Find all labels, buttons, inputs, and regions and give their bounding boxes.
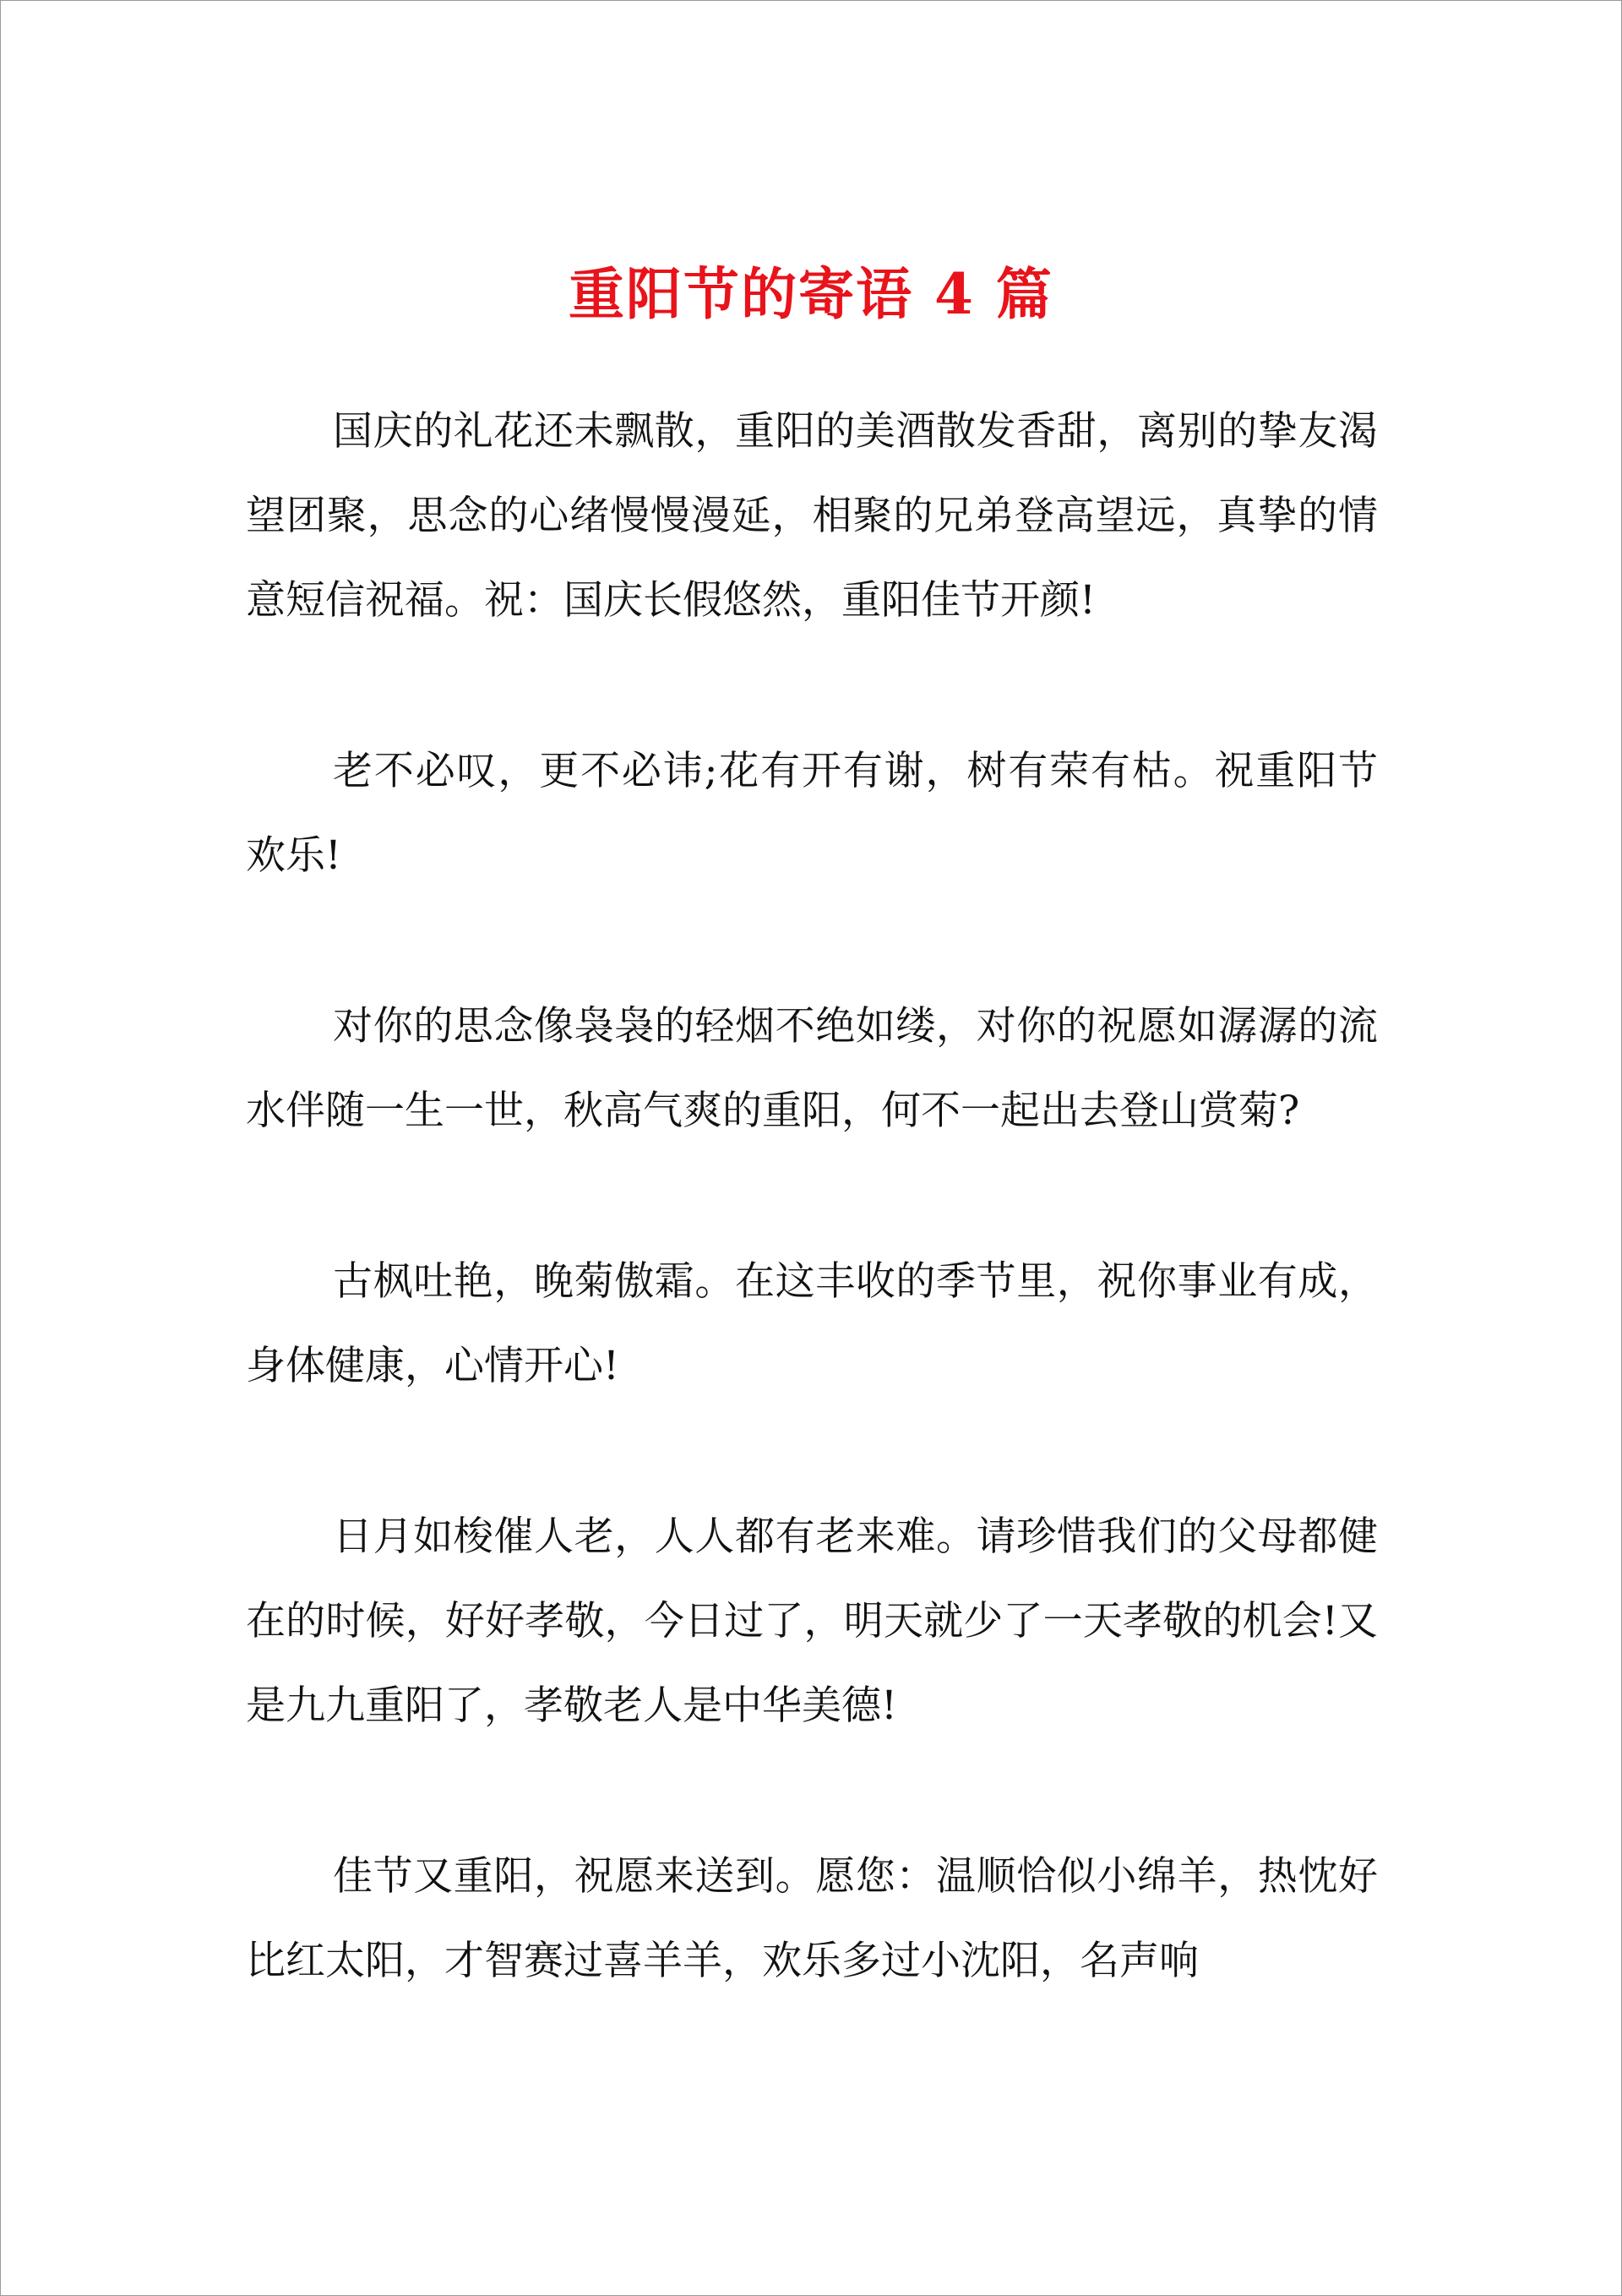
paragraph-6: 佳节又重阳，祝愿来送到。愿您：温顺恰似小绵羊，热忱好比红太阳，才智赛过喜羊羊，欢乐多过小沈阳，名声响 — [246, 1853, 1378, 1984]
document-body — [246, 390, 1378, 2090]
document-title: 重阳节的寄语 4 篇 — [569, 261, 1053, 327]
paragraph-4: 古枫吐艳，晚菊傲霜。在这丰收的季节里，祝你事业有成，身体健康，心情开心! — [246, 1258, 1378, 1389]
paragraph-5: 日月如梭催人老，人人都有老来难。请珍惜我们的父母都健在的时候，好好孝敬，今日过了，明天就少了一天孝敬的机会!又是九九重阳了，孝敬老人是中华美德! — [246, 1513, 1378, 1729]
paragraph-3: 对你的思念像袅袅的轻烟不绝如缕，对你的祝愿如潺潺的流水伴随一生一世，秋高气爽的重阳，何不一起出去登山赏菊? — [246, 1003, 1378, 1134]
paragraph-1: 国庆的礼花还未飘散，重阳的美酒散发香甜，离别的挚友渴望团聚，思念的心绪慢慢漫延，相聚的兄弟登高望远，真挚的情意短信祝福。祝：国庆长假悠然，重阳佳节开颜! — [246, 408, 1378, 624]
paragraph-2: 老不必叹，更不必讳;花有开有谢，树有荣有枯。祝重阳节欢乐! — [246, 748, 1378, 879]
